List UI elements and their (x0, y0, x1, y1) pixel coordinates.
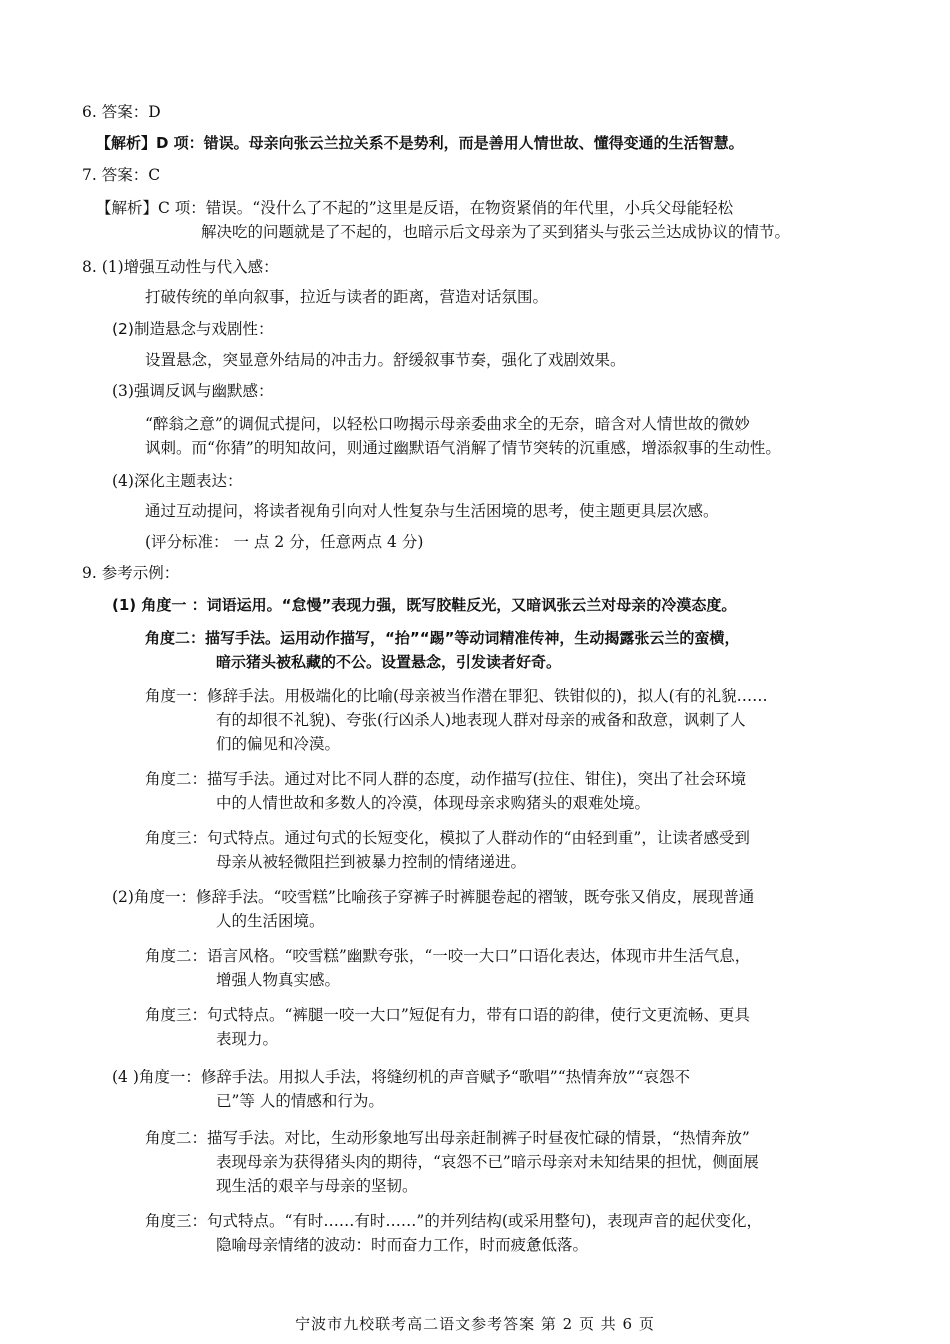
q8-point1-body: 打破传统的单向叙事，拉近与读者的距离，营造对话氛围。 (145, 288, 549, 306)
q8-point2-body: 设置悬念，突显意外结局的冲击力。舒缓叙事节奏，强化了戏剧效果。 (145, 351, 626, 369)
q9-s2-angle1-line1: (2)角度一：修辞手法。“咬雪糕”比喻孩子穿裤子时裤腿卷起的褶皱，既夸张又俏皮，展现普通 (112, 888, 755, 906)
q9-s1-angle2-line1: 角度二：描写手法。运用动作描写，“抬”“踢”等动词精准传神，生动揭露张云兰的蛮横， (145, 629, 740, 647)
q6-answer: 6. 答案：D (82, 103, 161, 121)
q9-s2-angle2-line2: 增强人物真实感。 (216, 971, 341, 989)
q8-point3-body-line1: “醉翁之意”的调侃式提问，以轻松口吻揭示母亲委曲求全的无奈，暗含对人情世故的微妙 (145, 415, 750, 433)
q8-point4-body: 通过互动提问，将读者视角引向对人性复杂与生活困境的思考，使主题更具层次感。 (145, 502, 719, 520)
q9-s2-angle2-line1: 角度二：语言风格。“咬雪糕”幽默夸张，“一咬一大口”口语化表达，体现市井生活气息， (145, 947, 751, 965)
q9-s1-angle2-line2: 暗示猪头被私藏的不公。设置悬念，引发读者好奇。 (216, 653, 562, 671)
q7-analysis-line1: 【解析】C 项：错误。“没什么了不起的”这里是反语，在物资紧俏的年代里，小兵父母能轻松 (96, 199, 734, 217)
q8-scoring: (评分标准： 一 点 2 分，任意两点 4 分) (145, 533, 424, 551)
q9-s4-angle3-line2: 隐喻母亲情绪的波动：时而奋力工作，时而疲惫低落。 (216, 1236, 589, 1254)
q9-s1b-angle3-line1: 角度三：句式特点。通过句式的长短变化，模拟了人群动作的“由轻到重”，让读者感受到 (145, 829, 750, 847)
q7-analysis-line2: 解决吃的问题就是了不起的，也暗示后文母亲为了买到猪头与张云兰达成协议的情节。 (201, 223, 791, 241)
q9-s2-angle3-line1: 角度三：句式特点。“裤腿一咬一大口”短促有力，带有口语的韵律，使行文更流畅、更具 (145, 1006, 750, 1024)
q9-s4-angle1-line2: 已”等 人的情感和行为。 (216, 1092, 384, 1110)
page-footer: 宁波市九校联考高二语文参考答案 第 2 页 共 6 页 (295, 1315, 655, 1333)
q9-s1b-angle1-line2: 有的却很不礼貌)、夸张(行凶杀人)地表现人群对母亲的戒备和敌意，讽刺了人 (216, 711, 746, 729)
q8-point3-body-line2: 讽刺。而“你猜”的明知故问，则通过幽默语气消解了情节突转的沉重感，增添叙事的生动性。 (145, 439, 781, 457)
q7-answer: 7. 答案：C (82, 166, 161, 184)
q9-s1b-angle2-line2: 中的人情世故和多数人的冷漠，体现母亲求购猪头的艰难处境。 (216, 794, 651, 812)
q9-s1b-angle1-line1: 角度一：修辞手法。用极端化的比喻(母亲被当作潜在罪犯、铁钳似的)，拟人(有的礼貌…… (145, 687, 768, 705)
q9-s4-angle3-line1: 角度三：句式特点。“有时……有时……”的并列结构(或采用整句)，表现声音的起伏变化， (145, 1212, 762, 1230)
q6-analysis: 【解析】D 项：错误。母亲向张云兰拉关系不是势利，而是善用人情世故、懂得变通的生活智慧。 (96, 134, 744, 152)
q9-s1b-angle3-line2: 母亲从被轻微阻拦到被暴力控制的情绪递进。 (216, 853, 527, 871)
q8-point2-title: (2)制造悬念与戏剧性： (112, 320, 274, 338)
q9-s2-angle3-line2: 表现力。 (216, 1030, 279, 1048)
q9-title: 9. 参考示例： (82, 564, 180, 582)
q8-point1-title: 8. (1)增强互动性与代入感： (82, 258, 279, 276)
q8-point4-title: (4)深化主题表达： (112, 472, 243, 490)
q9-s4-angle1-line1: (4 )角度一：修辞手法。用拟人手法，将缝纫机的声音赋予“歌唱”“热情奔放”“哀怨不 (112, 1068, 691, 1086)
q9-s1-angle1: (1) 角度一 ：词语运用。“怠慢”表现力强，既写胶鞋反光，又暗讽张云兰对母亲的冷漠态度。 (112, 596, 737, 614)
q9-s2-angle1-line2: 人的生活困境。 (216, 912, 325, 930)
q9-s1b-angle1-line3: 们的偏见和冷漠。 (216, 735, 341, 753)
q8-point3-title: (3)强调反讽与幽默感： (112, 382, 274, 400)
q9-s4-angle2-line3: 现生活的艰辛与母亲的坚韧。 (216, 1177, 418, 1195)
q9-s1b-angle2-line1: 角度二：描写手法。通过对比不同人群的态度，动作描写(拉住、钳住)，突出了社会环境 (145, 770, 747, 788)
q9-s4-angle2-line2: 表现母亲为获得猪头肉的期待，“哀怨不已”暗示母亲对未知结果的担忧，侧面展 (216, 1153, 759, 1171)
q9-s4-angle2-line1: 角度二：描写手法。对比，生动形象地写出母亲赶制裤子时昼夜忙碌的情景，“热情奔放” (145, 1129, 750, 1147)
